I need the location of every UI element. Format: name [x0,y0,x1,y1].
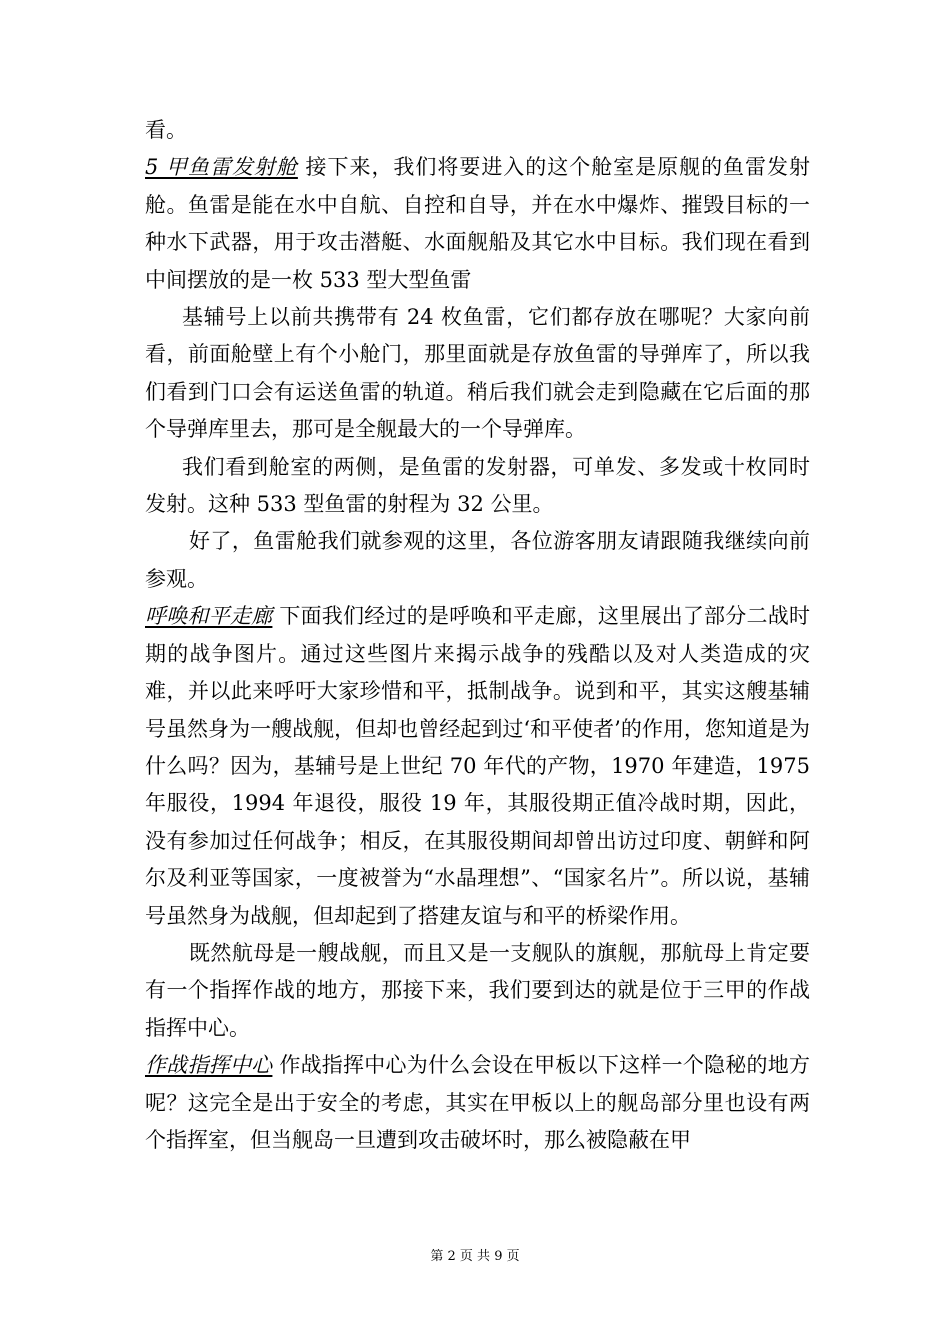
section-heading-command-center: 作战指挥中心 [145,1053,273,1078]
paragraph-text: 作战指挥中心为什么会设在甲板以下这样一个隐秘的地方呢？这完全是出于安全的考虑，其实在甲板以上的舰岛部分里也设有两个指挥室，但当舰岛一旦遭到攻击破坏时，那么被隐蔽在甲 [145,1053,810,1152]
paragraph-peace-corridor [145,598,810,935]
page-footer: 第 2 页 共 9 页 [430,1249,520,1264]
paragraph-continuation: 看。 [145,118,187,142]
paragraph-command-intro: 既然航母是一艘战舰，而且又是一支舰队的旗舰，那航母上肯定要有一个指挥作战的地方，那接下来，我们要到达的就是位于三甲的作战指挥中心。 [145,940,810,1040]
paragraph-torpedo-room [145,149,810,299]
paragraph-torpedo-launchers: 我们看到舱室的两侧，是鱼雷的发射器，可单发、多发或十枚同时发射。这种 533 型鱼雷的射程为 32 公里。 [145,454,810,517]
paragraph-text: 接下来，我们将要进入的这个舱室是原舰的鱼雷发射舱。鱼雷是能在水中自航、自控和自导，并在水中爆炸、摧毁目标的一种水下武器，用于攻击潜艇、水面舰船及其它水中目标。我们现在看到中间摆放的是一枚 533 型大型鱼雷 [145,155,810,292]
paragraph-torpedo-storage: 基辅号上以前共携带有 24 枚鱼雷，它们都存放在哪呢？大家向前看，前面舱壁上有个小舱门，那里面就是存放鱼雷的导弹库了，所以我们看到门口会有运送鱼雷的轨道。稍后我们就会走到隐藏在它后面的那个导弹库里去，那可是全舰最大的一个导弹库。 [145,305,810,442]
section-heading-peace-corridor: 呼唤和平走廊 [145,604,273,629]
paragraph-torpedo-conclusion: 好了，鱼雷舱我们就参观的这里，各位游客朋友请跟随我继续向前参观。 [145,529,810,591]
body-text [145,112,810,1159]
paragraph-text: 下面我们经过的是呼唤和平走廊，这里展出了部分二战时期的战争图片。通过这些图片来揭示战争的残酷以及对人类造成的灾难，并以此来呼吁大家珍惜和平，抵制战争。说到和平，其实这艘基辅号虽然身为一艘战舰，但却也曾经起到过‘和平使者’的作用，您知道是为什么吗？因为，基辅号是上世纪 70 年代的产物，1970 年建造，1975 年服役，1994 年退役，服役 19 年，其服役期正值冷战时期，因此，没有参加过任何战争；相反，在其服役期间却曾出访过印度、朝鲜和阿尔及利亚等国家，一度被誉为“水晶理想”、“国家名片”。所以说，基辅号虽然身为战舰，但却起到了搭建友谊与和平的桥梁作用。 [145,604,810,928]
paragraph-command-center [145,1047,810,1159]
section-heading-torpedo-room: 5 甲鱼雷发射舱 [145,155,298,180]
